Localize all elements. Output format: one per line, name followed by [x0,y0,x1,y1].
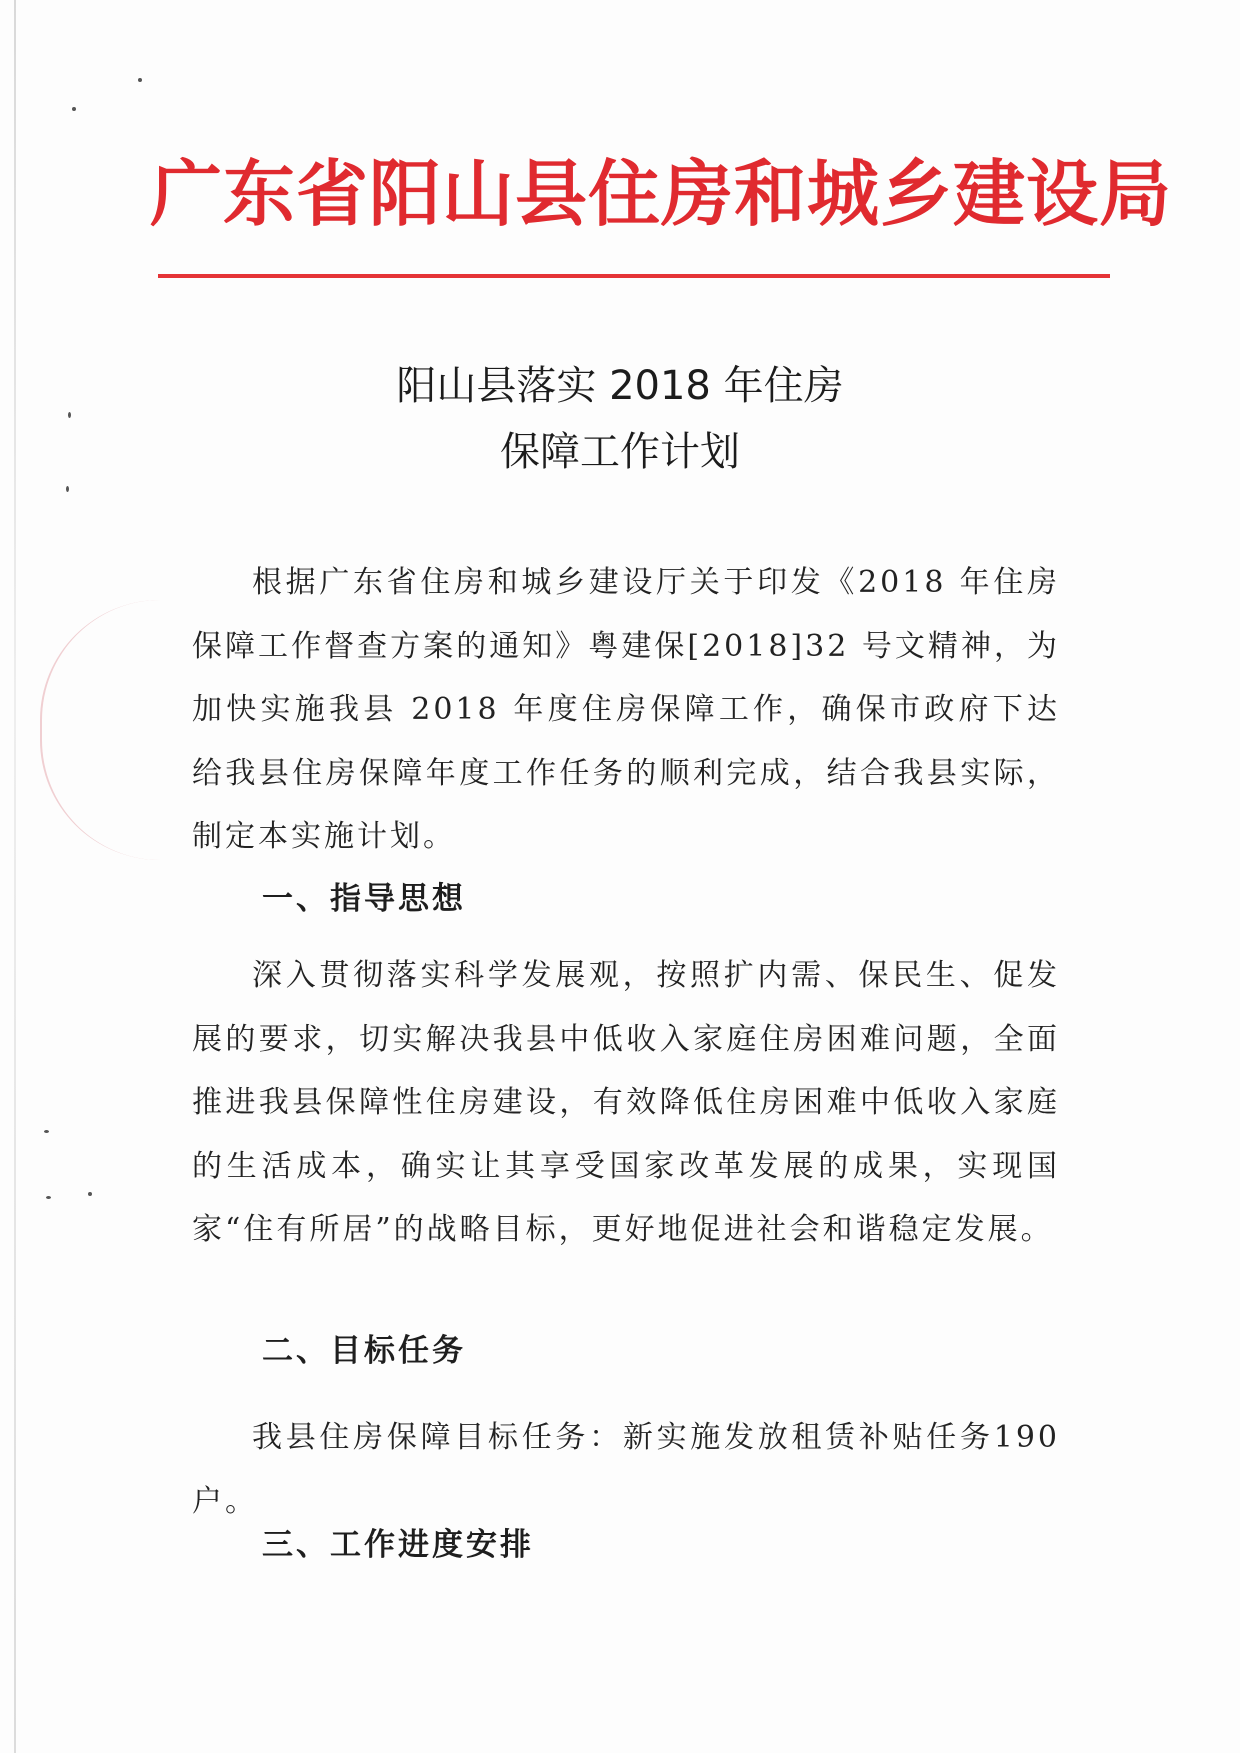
section-heading-work-schedule: 三、工作进度安排 [262,1527,534,1563]
document-title-line-2: 保障工作计划 [500,429,740,475]
faint-stamp-trace [40,600,212,860]
section-paragraph-guiding-thought: 深入贯彻落实科学发展观，按照扩内需、保民生、促发展的要求，切实解决我县中低收入家庭住房困难问题，全面推进我县保障性住房建设，有效降低住房困难中低收入家庭的生活成本，确实让其享受国家改革发展的成果，实现国家“住有所居”的战略目标，更好地促进社会和谐稳定发展。 [192,958,1060,1247]
scan-speck [88,1192,92,1196]
scan-speck [72,107,76,111]
document-title-line-1: 阳山县落实 2018 年住房 [396,363,844,409]
scan-speck [68,412,71,418]
issuing-authority-header: 广东省阳山县住房和城乡建设局 [150,152,1173,236]
header-red-rule [158,274,1110,278]
scan-edge-shadow [14,0,16,1753]
section-heading-guiding-thought: 一、指导思想 [262,881,466,917]
scan-speck [66,486,69,492]
scan-speck [138,78,142,82]
scan-speck [44,1130,49,1133]
intro-paragraph: 根据广东省住房和城乡建设厅关于印发《2018 年住房保障工作督查方案的通知》粤建保[2018]32 号文精神，为加快实施我县 2018 年度住房保障工作，确保市政府下达给我县住房保障年度工作任务的顺利完成，结合我县实际，制定本实施计划。 [192,565,1060,854]
section-paragraph-target-tasks: 我县住房保障目标任务：新实施发放租赁补贴任务190 户。 [192,1420,1060,1519]
section-heading-target-tasks: 二、目标任务 [262,1333,466,1369]
scan-speck [46,1196,51,1199]
